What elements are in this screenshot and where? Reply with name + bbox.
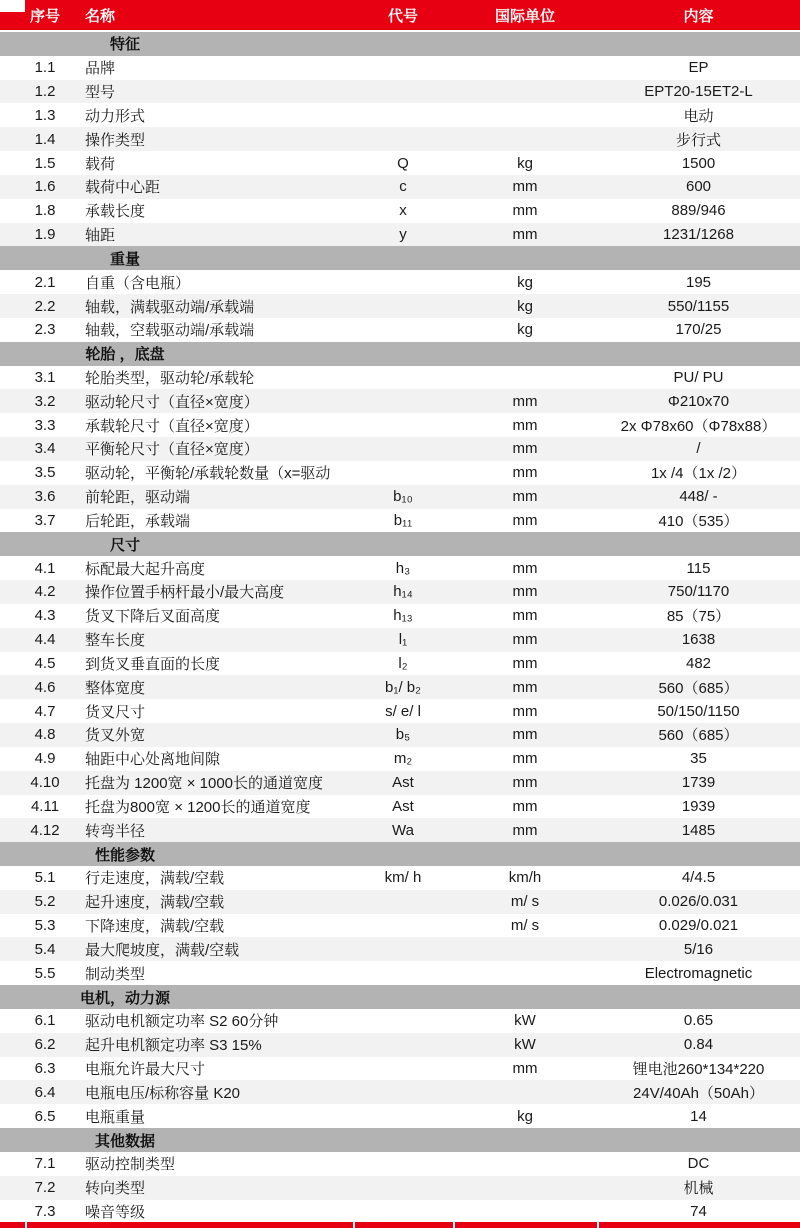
row-unit: mm	[512, 631, 538, 649]
row-code: b₅	[395, 726, 411, 744]
row-value: 170/25	[675, 321, 722, 339]
row-unit: kg	[517, 1107, 533, 1125]
row-value: 410（535）	[658, 512, 739, 530]
row-number: 4.1	[34, 559, 56, 577]
spec-row	[0, 937, 800, 961]
row-value: EPT20-15ET2-L	[644, 83, 753, 101]
table-bottom-border	[0, 1222, 800, 1228]
row-code: l₂	[398, 654, 408, 672]
col-header-unit: 国际单位	[494, 7, 555, 25]
header-corner-notch	[0, 0, 25, 12]
table-body	[0, 32, 800, 1223]
row-name: 轴载，空载驱动端/承载端	[85, 322, 255, 340]
row-name: 整体宽度	[85, 679, 146, 697]
spec-row	[0, 1152, 800, 1176]
row-unit: mm	[512, 511, 538, 529]
spec-row	[0, 1080, 800, 1104]
row-name: 整车长度	[85, 632, 146, 650]
row-number: 6.5	[34, 1107, 56, 1125]
row-value: 1485	[681, 821, 716, 839]
row-number: 4.9	[34, 750, 56, 768]
row-value: 0.026/0.031	[658, 893, 739, 911]
row-value: 机械	[683, 1180, 714, 1198]
spec-row	[0, 366, 800, 390]
row-number: 4.7	[34, 702, 56, 720]
row-value: 35	[690, 750, 707, 768]
row-number: 6.1	[34, 1012, 56, 1030]
column-divider-notch	[597, 1222, 599, 1228]
col-header-no: 序号	[29, 7, 60, 25]
row-number: 5.1	[34, 869, 56, 887]
row-unit: mm	[512, 392, 538, 410]
row-unit: kW	[514, 1012, 536, 1030]
section-header	[0, 1128, 800, 1152]
spec-row	[0, 223, 800, 247]
row-name: 操作位置手柄杆最小/最大高度	[85, 584, 285, 602]
row-value: 550/1155	[667, 297, 730, 315]
row-unit: mm	[512, 797, 538, 815]
row-unit: mm	[512, 488, 538, 506]
section-header	[0, 532, 800, 556]
row-value: 14	[690, 1107, 707, 1125]
row-name: 轴载，满载驱动端/承载端	[85, 298, 255, 316]
spec-row	[0, 175, 800, 199]
spec-row	[0, 628, 800, 652]
row-code: h₁₄	[393, 583, 413, 601]
row-value: 889/946	[671, 202, 726, 220]
row-code: y	[399, 226, 407, 244]
row-code: b₁₀	[393, 488, 413, 506]
spec-row	[0, 747, 800, 771]
row-number: 4.10	[30, 774, 60, 792]
row-name: 起升电机额定功率 S3 15%	[85, 1037, 262, 1055]
row-name: 货叉外宽	[85, 727, 146, 745]
row-number: 5.4	[34, 940, 56, 958]
row-code: x	[399, 202, 407, 220]
row-value: 448/ -	[679, 488, 718, 506]
row-number: 6.2	[34, 1036, 56, 1054]
row-value: DC	[687, 1155, 710, 1173]
section-header	[0, 342, 800, 366]
row-unit: mm	[512, 583, 538, 601]
row-value: Electromagnetic	[644, 964, 753, 982]
section-title: 电机，动力源	[79, 989, 170, 1007]
row-number: 7.2	[34, 1179, 56, 1197]
row-unit: mm	[512, 440, 538, 458]
col-header-code: 代号	[387, 7, 418, 25]
spec-row	[0, 437, 800, 461]
section-title: 性能参数	[94, 846, 155, 864]
row-value: 85（75）	[666, 608, 731, 626]
row-value: 1739	[681, 774, 716, 792]
row-name: 转弯半径	[85, 822, 146, 840]
row-name: 标配最大起升高度	[85, 560, 206, 578]
spec-row	[0, 56, 800, 80]
row-name: 转向类型	[85, 1180, 146, 1198]
row-number: 1.2	[34, 83, 56, 101]
row-name: 后轮距，承载端	[85, 512, 191, 530]
row-code: Ast	[392, 774, 414, 792]
section-title: 特征	[109, 36, 140, 54]
spec-row	[0, 890, 800, 914]
spec-row	[0, 1057, 800, 1081]
row-code: s/ e/ l	[385, 702, 421, 720]
row-number: 4.6	[34, 678, 56, 696]
row-value: 0.65	[683, 1012, 714, 1030]
row-name: 品牌	[85, 60, 116, 78]
spec-row	[0, 652, 800, 676]
row-name: 前轮距，驱动端	[85, 489, 191, 507]
row-code: Q	[397, 154, 409, 172]
row-number: 4.8	[34, 726, 56, 744]
row-value: 1638	[681, 631, 716, 649]
spec-row	[0, 699, 800, 723]
spec-row	[0, 103, 800, 127]
row-name: 平衡轮尺寸（直径×宽度）	[85, 441, 259, 459]
row-number: 1.5	[34, 154, 56, 172]
spec-row	[0, 580, 800, 604]
row-name: 托盘为 1200宽 × 1000长的通道宽度	[85, 775, 324, 793]
row-value: 1x /4（1x /2）	[650, 465, 747, 483]
row-value: 锂电池260*134*220	[632, 1061, 765, 1079]
row-code: l₁	[398, 631, 408, 649]
row-name: 动力形式	[85, 107, 146, 125]
spec-row	[0, 509, 800, 533]
row-name: 自重（含电瓶）	[85, 274, 191, 292]
row-number: 3.1	[34, 369, 56, 386]
row-name: 轮胎类型，驱动轮/承载轮	[85, 370, 255, 387]
row-unit: kW	[514, 1036, 536, 1054]
row-unit: mm	[512, 702, 538, 720]
row-unit: mm	[512, 654, 538, 672]
row-name: 最大爬坡度，满载/空载	[85, 941, 240, 959]
row-unit: mm	[512, 559, 538, 577]
section-header	[0, 246, 800, 270]
row-code: h₃	[395, 559, 411, 577]
spec-row	[0, 961, 800, 985]
row-value: 115	[686, 559, 711, 577]
row-number: 4.11	[30, 797, 60, 815]
row-unit: kg	[517, 297, 533, 315]
row-number: 4.2	[34, 583, 56, 601]
spec-row	[0, 80, 800, 104]
row-unit: km/h	[508, 869, 542, 887]
spec-row	[0, 270, 800, 294]
row-unit: kg	[517, 154, 533, 172]
row-name: 行走速度，满载/空载	[85, 870, 225, 888]
row-unit: kg	[517, 321, 533, 339]
row-value: 74	[690, 1202, 707, 1220]
row-number: 3.6	[34, 488, 56, 506]
row-name: 承载长度	[85, 203, 146, 221]
spec-row	[0, 127, 800, 151]
row-value: 195	[685, 273, 712, 291]
row-number: 1.9	[34, 226, 56, 244]
row-value: PU/ PU	[673, 369, 724, 386]
spec-row	[0, 795, 800, 819]
row-name: 货叉下降后叉面高度	[85, 608, 221, 626]
row-unit: mm	[512, 607, 538, 625]
row-number: 1.3	[34, 106, 56, 124]
row-number: 3.4	[34, 440, 56, 458]
row-unit: m/ s	[510, 917, 540, 935]
row-unit: mm	[512, 678, 538, 696]
row-number: 7.3	[34, 1202, 56, 1220]
row-name: 起升速度，满载/空载	[85, 894, 225, 912]
row-number: 4.3	[34, 607, 56, 625]
row-name: 电瓶重量	[85, 1108, 146, 1126]
row-name: 操作类型	[85, 131, 146, 149]
spec-row	[0, 914, 800, 938]
spec-row	[0, 1033, 800, 1057]
row-value: 5/16	[683, 940, 714, 958]
section-header	[0, 985, 800, 1009]
row-number: 6.3	[34, 1060, 56, 1078]
row-name: 电瓶电压/标称容量 K20	[85, 1084, 241, 1102]
row-number: 7.1	[34, 1155, 56, 1173]
row-name: 驱动轮，平衡轮/承载轮数量（x=驱动	[85, 465, 331, 483]
row-code: km/ h	[384, 869, 422, 887]
row-value: 1939	[681, 797, 716, 815]
row-number: 5.3	[34, 917, 56, 935]
row-value: 560（685）	[658, 679, 739, 697]
row-value: 2x Φ78x60（Φ78x88）	[620, 417, 777, 435]
spec-row	[0, 485, 800, 509]
row-value: EP	[688, 59, 709, 77]
section-header	[0, 32, 800, 56]
section-title: 其他数据	[94, 1132, 155, 1150]
row-code: h₁₃	[393, 607, 413, 625]
row-unit: mm	[512, 726, 538, 744]
row-code: c	[399, 178, 407, 196]
row-name: 轴距中心处离地间隙	[85, 751, 221, 769]
row-name: 噪音等级	[85, 1203, 146, 1221]
section-title: 轮胎 ，底盘	[85, 346, 165, 364]
row-value: 0.84	[683, 1036, 714, 1054]
row-name: 驱动电机额定功率 S2 60分钟	[85, 1013, 279, 1031]
row-number: 1.4	[34, 130, 56, 148]
row-number: 3.2	[34, 392, 56, 410]
row-unit: kg	[517, 273, 533, 291]
row-value: /	[696, 440, 701, 458]
spec-row	[0, 1009, 800, 1033]
row-unit: mm	[512, 416, 538, 434]
row-value: 24V/40Ah（50Ah）	[633, 1084, 764, 1102]
spec-row	[0, 818, 800, 842]
spec-row	[0, 604, 800, 628]
row-number: 2.2	[34, 297, 56, 315]
spec-row	[0, 1176, 800, 1200]
spec-row	[0, 151, 800, 175]
row-value: 电动	[683, 107, 714, 125]
row-value: 4/4.5	[681, 869, 716, 887]
row-value: 750/1170	[667, 583, 730, 601]
row-name: 货叉尺寸	[85, 703, 146, 721]
row-unit: mm	[512, 464, 538, 482]
row-number: 3.5	[34, 464, 56, 482]
spec-row	[0, 675, 800, 699]
spec-row	[0, 1200, 800, 1224]
row-value: 步行式	[675, 131, 721, 149]
spec-row	[0, 413, 800, 437]
row-name: 承载轮尺寸（直径×宽度）	[85, 417, 259, 435]
row-code: b₁/ b₂	[385, 678, 421, 696]
column-divider-notch	[453, 1222, 455, 1228]
spec-row	[0, 199, 800, 223]
row-value: 0.029/0.021	[658, 917, 739, 935]
row-unit: mm	[512, 178, 538, 196]
row-value: Φ210x70	[667, 392, 730, 410]
row-number: 2.3	[34, 321, 56, 339]
row-number: 1.8	[34, 202, 56, 220]
row-unit: mm	[512, 226, 538, 244]
row-code: b₁₁	[393, 511, 413, 529]
row-code: Ast	[392, 797, 414, 815]
row-name: 下降速度，满载/空载	[85, 918, 225, 936]
row-number: 4.12	[30, 821, 60, 839]
row-name: 电瓶允许最大尺寸	[85, 1061, 206, 1079]
row-name: 驱动控制类型	[85, 1156, 176, 1174]
row-name: 制动类型	[85, 965, 146, 983]
column-divider-notch	[353, 1222, 355, 1228]
row-number: 1.1	[34, 59, 56, 77]
row-code: m₂	[393, 750, 413, 768]
col-header-name: 名称	[85, 7, 116, 25]
row-value: 1231/1268	[663, 226, 734, 244]
row-name: 载荷中心距	[85, 179, 161, 197]
row-number: 5.5	[34, 964, 56, 982]
row-code: Wa	[392, 821, 414, 839]
row-name: 载荷	[85, 155, 116, 173]
spec-row	[0, 556, 800, 580]
row-unit: mm	[512, 750, 538, 768]
row-number: 4.4	[34, 631, 56, 649]
spec-row	[0, 771, 800, 795]
row-unit: mm	[512, 774, 538, 792]
row-name: 驱动轮尺寸（直径×宽度）	[85, 393, 259, 411]
column-divider-notch	[25, 1222, 27, 1228]
spec-row	[0, 866, 800, 890]
spec-row	[0, 318, 800, 342]
row-number: 6.4	[34, 1083, 56, 1101]
row-name: 轴距	[85, 227, 116, 245]
section-title: 尺寸	[109, 536, 140, 554]
spec-row	[0, 1104, 800, 1128]
section-title: 重量	[109, 250, 140, 268]
row-value: 1500	[681, 154, 716, 172]
row-number: 5.2	[34, 893, 56, 911]
section-header	[0, 842, 800, 866]
table-header-row	[0, 0, 800, 30]
row-number: 2.1	[34, 273, 56, 291]
col-header-value: 内容	[683, 7, 714, 25]
row-unit: mm	[512, 1060, 538, 1078]
row-unit: mm	[512, 202, 538, 220]
row-value: 560（685）	[658, 727, 739, 745]
row-value: 482	[685, 654, 712, 672]
row-unit: mm	[512, 821, 538, 839]
row-name: 到货叉垂直面的长度	[85, 655, 221, 673]
row-unit: m/ s	[510, 893, 540, 911]
row-name: 托盘为800宽 × 1200长的通道宽度	[85, 798, 311, 816]
row-number: 3.3	[34, 416, 56, 434]
row-name: 型号	[85, 84, 116, 102]
spec-row	[0, 294, 800, 318]
spec-row	[0, 461, 800, 485]
row-value: 600	[685, 178, 712, 196]
spec-row	[0, 389, 800, 413]
row-number: 3.7	[34, 511, 56, 529]
row-number: 4.5	[34, 654, 56, 672]
spec-row	[0, 723, 800, 747]
row-value: 50/150/1150	[657, 702, 740, 720]
row-number: 1.6	[34, 178, 56, 196]
